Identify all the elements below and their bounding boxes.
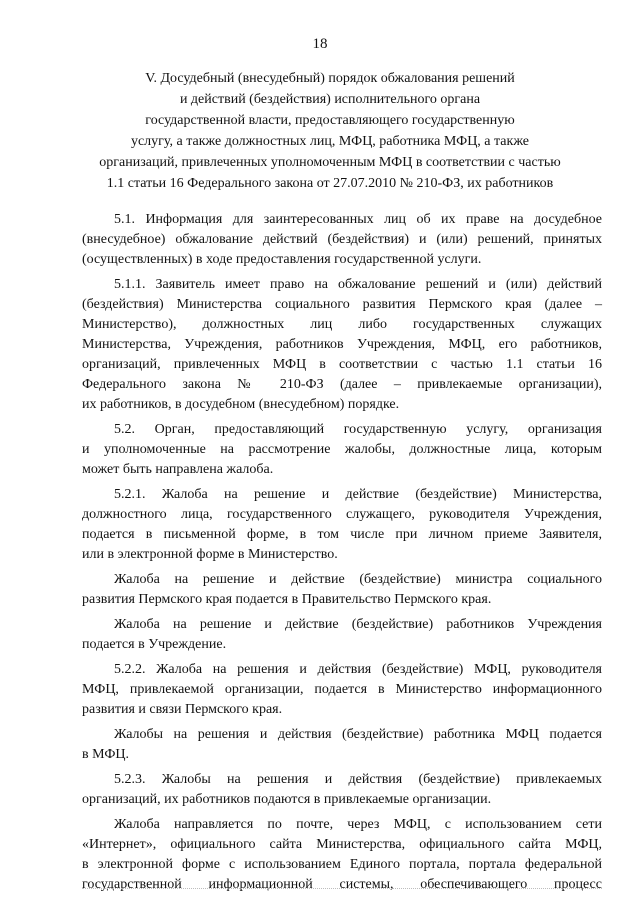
heading-line: и действий (бездействия) исполнительного органа <box>179 92 481 107</box>
paragraph-line: 5.1.1. Заявитель имеет право на обжалование решений и (или) действий <box>114 277 602 292</box>
heading-line: организаций, привлеченных уполномоченным МФЦ в соответствии с частью <box>99 155 561 170</box>
paragraph <box>82 210 602 270</box>
paragraph-line: «Интернет», официального сайта Министерства, официального сайта МФЦ, <box>82 837 602 852</box>
heading-line: услугу, а также должностных лиц, МФЦ, работника МФЦ, а также <box>130 134 530 149</box>
paragraph-line: Жалоба на решение и действие (бездействие) работников Учреждения <box>114 617 602 632</box>
paragraph-line: Федерального закона № 210-ФЗ (далее – привлекаемые организации), <box>82 377 602 392</box>
paragraph-line: (внесудебное) обжалование действий (бездействия) и (или) решений, принятых <box>82 232 602 247</box>
page-bottom-edge <box>82 888 602 889</box>
paragraph-line: организаций, их работников подаются в привлекаемые организации. <box>82 792 492 807</box>
paragraph-line: должностного лица, государственного служащего, руководителя Учреждения, <box>82 507 602 522</box>
paragraph <box>82 815 602 895</box>
paragraph-line: Жалобы на решения и действия (бездействие) работника МФЦ подается <box>114 727 602 742</box>
paragraph-line: и уполномоченные на рассмотрение жалобы, должностные лица, которым <box>82 442 602 457</box>
paragraph-line: организаций, привлеченных МФЦ в соответствии с частью 1.1 статьи 16 <box>82 357 602 372</box>
paragraph-line: подается в Учреждение. <box>82 637 227 652</box>
paragraph <box>82 420 602 480</box>
heading-line: 1.1 статьи 16 Федерального закона от 27.07.2010 № 210-ФЗ, их работников <box>106 176 554 191</box>
paragraph-line: (осуществленных) в ходе предоставления государственной услуги. <box>82 252 482 267</box>
paragraph-line: подается в письменной форме, в том числе при личном приеме Заявителя, <box>82 527 602 542</box>
paragraph-line: Министерство), должностных лиц либо государственных служащих <box>82 317 602 332</box>
paragraph-line: развития и связи Пермского края. <box>82 702 283 717</box>
paragraph-line: в МФЦ. <box>82 747 130 762</box>
paragraph <box>82 660 602 720</box>
paragraph-line: или в электронной форме в Министерство. <box>82 547 338 562</box>
paragraph <box>82 770 602 810</box>
paragraph-line: 5.2. Орган, предоставляющий государственную услугу, организация <box>114 422 602 437</box>
paragraph-line: государственной информационной системы, обеспечивающего процесс <box>82 877 602 892</box>
section-heading <box>60 68 600 194</box>
paragraph-line: в электронной форме с использованием Единого портала, портала федеральной <box>82 857 602 872</box>
paragraph-line: 5.2.1. Жалоба на решение и действие (бездействие) Министерства, <box>114 487 602 502</box>
paragraph-line: 5.2.2. Жалоба на решения и действия (бездействие) МФЦ, руководителя <box>114 662 602 677</box>
page-number: 18 <box>312 36 328 52</box>
paragraph-line: 5.1. Информация для заинтересованных лиц об их праве на досудебное <box>114 212 602 227</box>
paragraph-line: развития Пермского края подается в Правительство Пермского края. <box>82 592 492 607</box>
document-body <box>82 210 602 900</box>
paragraph <box>82 275 602 415</box>
paragraph-line: 5.2.3. Жалобы на решения и действия (бездействие) привлекаемых <box>114 772 602 787</box>
heading-line: V. Досудебный (внесудебный) порядок обжалования решений <box>145 71 515 86</box>
paragraph <box>82 725 602 765</box>
paragraph-line: их работников, в досудебном (внесудебном) порядке. <box>82 397 400 412</box>
paragraph <box>82 485 602 565</box>
paragraph-line: МФЦ, привлекаемой организации, подается в Министерство информационного <box>82 682 602 697</box>
paragraph-line: Жалоба направляется по почте, через МФЦ, с использованием сети <box>114 817 602 832</box>
paragraph-line: Министерства, Учреждения, работников Учреждения, МФЦ, его работников, <box>82 337 602 352</box>
paragraph-line: Жалоба на решение и действие (бездействие) министра социального <box>114 572 602 587</box>
paragraph <box>82 615 602 655</box>
paragraph-line: может быть направлена жалоба. <box>82 462 274 477</box>
paragraph-line: (бездействия) Министерства социального развития Пермского края (далее – <box>82 297 602 312</box>
heading-line: государственной власти, предоставляющего государственную <box>145 113 515 128</box>
paragraph <box>82 570 602 610</box>
